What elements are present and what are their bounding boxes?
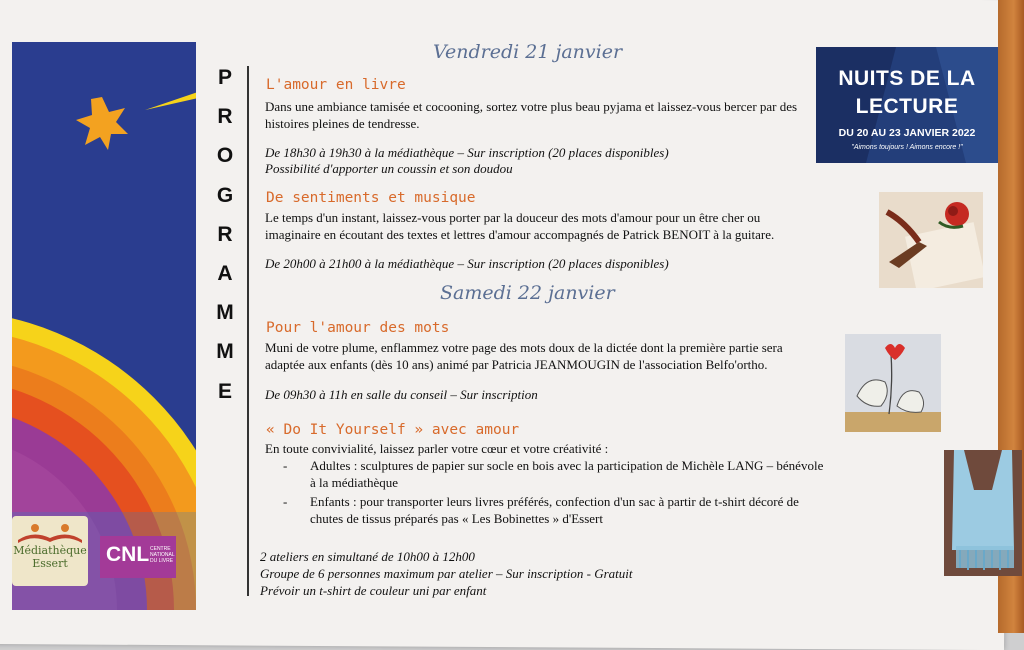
tshirt-bag-image [944,450,1022,576]
event-title-sentiments-musique: De sentiments et musique [266,190,476,206]
programme-letter: G [216,183,234,207]
programme-letter: E [217,379,232,403]
quill-rose-photo [879,192,983,288]
cnl-sub-line1: CENTRE [150,546,171,552]
event-info-diy [260,548,800,599]
event-info-amour-en-livre [265,145,805,176]
saturday-heading: Samedi 22 janvier [440,282,615,304]
programme-letter: R [217,105,233,129]
poster-dates: DU 20 AU 23 JANVIER 2022 [838,127,976,139]
vertical-divider [247,66,249,596]
info-line: Possibilité d'apporter un coussin et son doudou [265,160,513,176]
quill-and-rose-image [879,192,983,288]
list-item [283,493,828,527]
programme-letter: M [216,301,234,325]
event-info-sentiments-musique: De 20h00 à 21h00 à la médiathèque – Sur inscription (20 places disponibles) [265,256,669,271]
programme-letter: A [217,261,233,285]
cnl-label: CNL [106,543,150,566]
event-desc-amour-en-livre: Dans une ambiance tamisée et cocooning, sortez votre plus beau pyjama et laissez-vous bercer par des histoires pleines de tendresse. [265,99,798,131]
programme-letter: P [217,66,232,89]
poster-title-line1: NUITS DE LA [838,67,976,90]
event-title-amour-des-mots: Pour l'amour des mots [266,320,450,336]
tshirt-bag-photo [944,450,1022,576]
programme-letter: O [216,144,234,168]
list-item-text: Adultes : sculptures de papier sur socle en bois avec la participation de Michèle LANG – bénévole à la médiathèque [310,458,824,490]
nuits-de-la-lecture-poster [816,47,998,163]
info-line: Prévoir un t-shirt de couleur uni par enfant [260,583,487,598]
event-info-amour-des-mots: De 09h30 à 11h en salle du conseil – Sur inscription [265,387,538,402]
list-item-text: Enfants : pour transporter leurs livres préférés, confection d'un sac à partir de t-shirt décoré de chutes de tissus préparés pas « Les Bobinettes » d'Essert [310,494,799,526]
paper-birds-sculpture-image [845,334,941,432]
mediatheque-logo [12,516,88,586]
info-line: 2 ateliers en simultané de 10h00 à 12h00 [260,549,475,564]
rainbow-artwork [12,42,196,610]
dash-bullet: - [283,494,288,509]
event-title-diy: « Do It Yourself » avec amour [266,422,520,438]
programme-letter: M [216,340,234,364]
mediatheque-line2: Essert [32,557,68,570]
cnl-subtitle [150,546,175,564]
mediatheque-line1: Médiathèque [13,544,87,557]
cnl-sub-line3: DU LIVRE [150,558,174,564]
diy-workshop-list [283,457,828,527]
info-line: Groupe de 6 personnes maximum par atelier – Sur inscription - Gratuit [260,566,633,581]
dash-bullet: - [283,458,288,473]
paper-birds-photo [845,334,941,432]
poster-title-line2: LECTURE [855,95,959,118]
programme-letter: R [217,222,233,246]
event-desc-diy: En toute convivialité, laissez parler votre cœur et votre créativité : [265,441,609,456]
event-title-amour-en-livre: L'amour en livre [266,77,406,93]
cnl-sub-line2: NATIONAL [150,552,175,558]
programme-vertical-title [205,58,245,411]
list-item [283,457,828,491]
cnl-logo [100,536,176,578]
event-desc-sentiments-musique: Le temps d'un instant, laissez-vous porter par la douceur des mots d'amour pour un être cher ou imaginaire en écoutant des textes et lettres d'amour accompagnés de Patrick BENOIT à la guitare. [265,210,775,242]
info-line: De 18h30 à 19h30 à la médiathèque – Sur inscription (20 places disponibles) [265,145,669,160]
open-book-icon [15,520,85,544]
friday-heading: Vendredi 21 janvier [433,41,623,63]
poster-slogan: "Aimons toujours ! Aimons encore !" [851,144,963,151]
event-desc-amour-des-mots: Muni de votre plume, enflammez votre page des mots doux de la dictée dont la première partie sera adaptée aux enfants (dès 10 ans) animé par Patricia JEANMOUGIN de l'association Belfo'ortho. [265,340,783,372]
